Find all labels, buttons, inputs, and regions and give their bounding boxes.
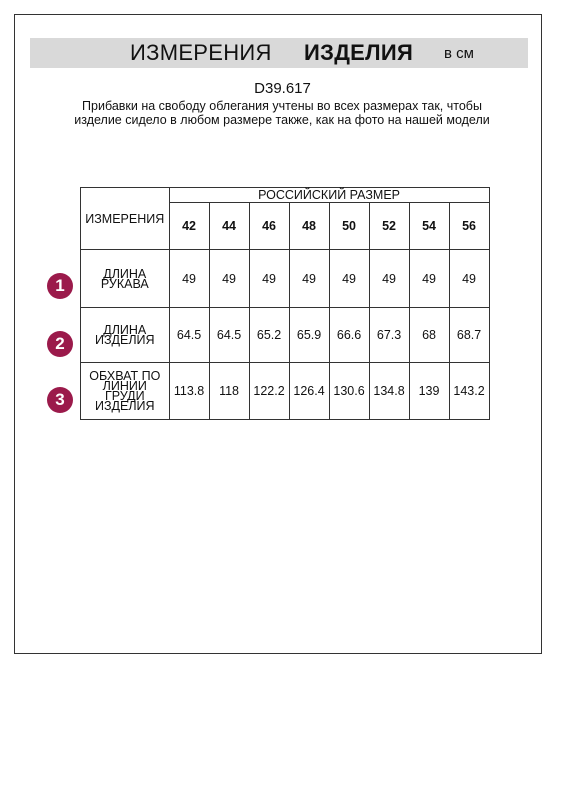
value-cell: 49 — [329, 250, 369, 308]
row-marker-3: 3 — [47, 387, 73, 413]
value-cell: 126.4 — [289, 363, 329, 420]
value-cell: 49 — [449, 250, 489, 308]
value-cell: 66.6 — [329, 308, 369, 363]
value-cell: 67.3 — [369, 308, 409, 363]
row-label: ОБХВАТ ПО ЛИНИИ ГРУДИ ИЗДЕЛИЯ — [81, 363, 170, 420]
value-cell: 64.5 — [169, 308, 209, 363]
table-row — [81, 250, 490, 308]
fit-note: Прибавки на свободу облегания учтены во всех размерах так, чтобы изделие сидело в любом размере также, как на фото на нашей модели — [74, 99, 490, 127]
value-cell: 113.8 — [169, 363, 209, 420]
size-cell: 54 — [409, 203, 449, 250]
value-cell: 49 — [409, 250, 449, 308]
size-cell: 52 — [369, 203, 409, 250]
title-unit: в см — [444, 45, 474, 62]
value-cell: 49 — [209, 250, 249, 308]
title-product: ИЗДЕЛИЯ — [304, 40, 414, 65]
value-cell: 118 — [209, 363, 249, 420]
value-cell: 130.6 — [329, 363, 369, 420]
product-code: D39.617 — [254, 80, 311, 97]
row-label: ДЛИНА ИЗДЕЛИЯ — [81, 308, 170, 363]
value-cell: 49 — [169, 250, 209, 308]
size-cell: 56 — [449, 203, 489, 250]
value-cell: 49 — [249, 250, 289, 308]
size-cell: 50 — [329, 203, 369, 250]
value-cell: 68 — [409, 308, 449, 363]
value-cell: 134.8 — [369, 363, 409, 420]
table-row — [81, 308, 490, 363]
value-cell: 122.2 — [249, 363, 289, 420]
row-marker-2: 2 — [47, 331, 73, 357]
value-cell: 139 — [409, 363, 449, 420]
size-cell: 46 — [249, 203, 289, 250]
value-cell: 65.9 — [289, 308, 329, 363]
title-measurements: ИЗМЕРЕНИЯ — [130, 40, 272, 65]
title-band — [30, 38, 528, 68]
row-label: ДЛИНА РУКАВА — [81, 250, 170, 308]
size-table — [80, 187, 490, 420]
row-marker-1: 1 — [47, 273, 73, 299]
size-cell: 48 — [289, 203, 329, 250]
value-cell: 68.7 — [449, 308, 489, 363]
value-cell: 49 — [289, 250, 329, 308]
value-cell: 143.2 — [449, 363, 489, 420]
table-row — [81, 363, 490, 420]
size-cell: 44 — [209, 203, 249, 250]
value-cell: 49 — [369, 250, 409, 308]
value-cell: 64.5 — [209, 308, 249, 363]
value-cell: 65.2 — [249, 308, 289, 363]
measurements-header: ИЗМЕРЕНИЯ — [81, 188, 170, 250]
russian-size-header: РОССИЙСКИЙ РАЗМЕР — [169, 188, 489, 203]
size-cell: 42 — [169, 203, 209, 250]
